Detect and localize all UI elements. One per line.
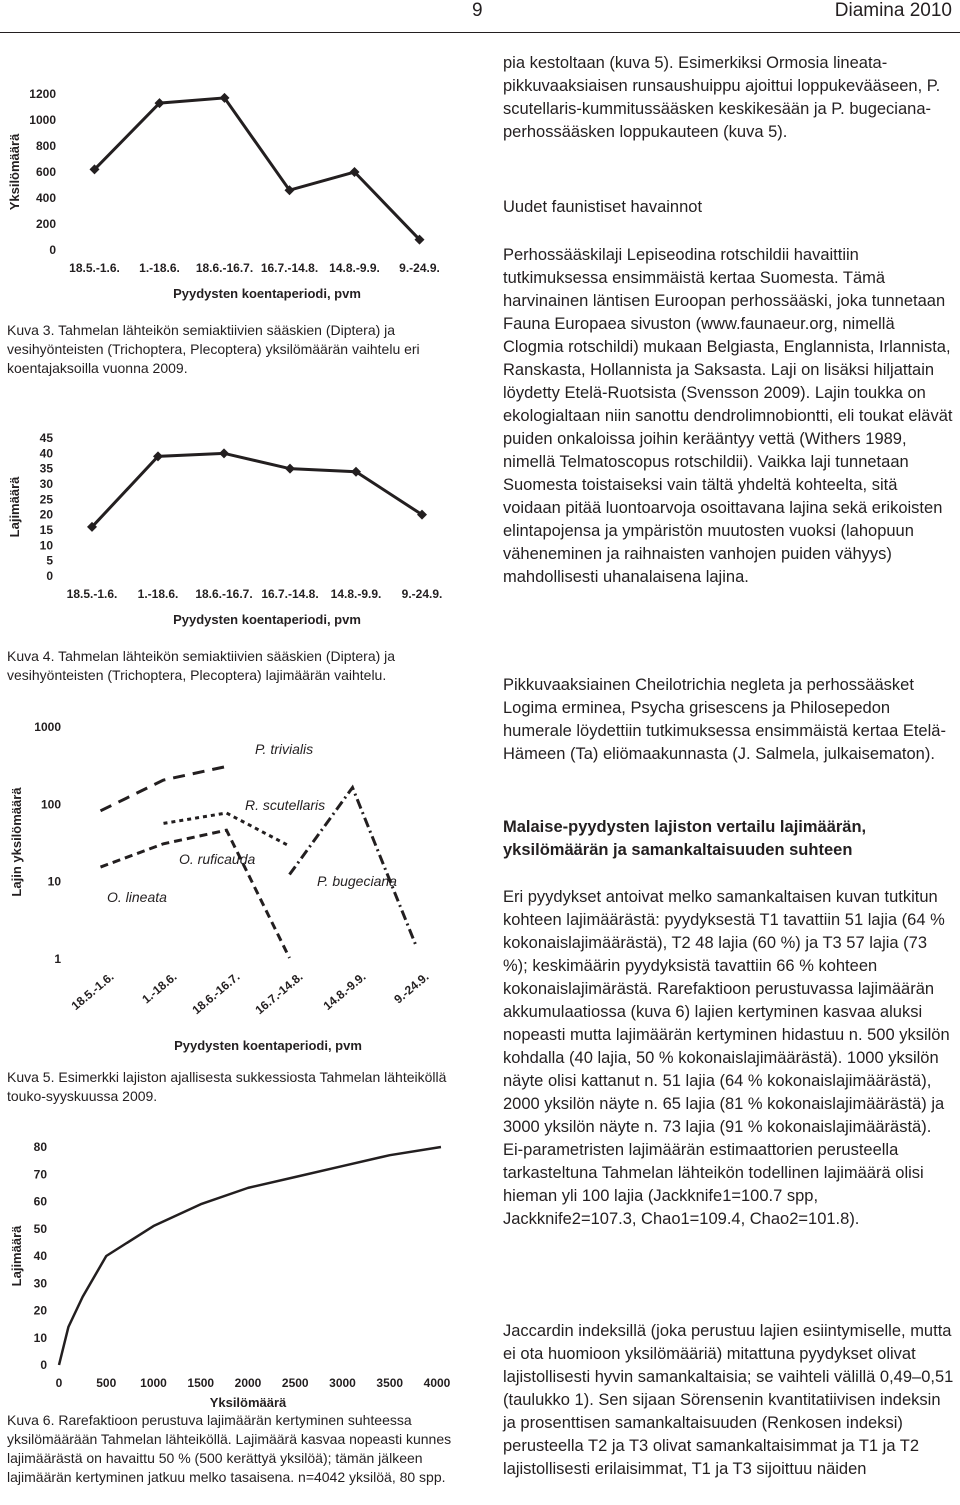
series-label: O. lineata bbox=[107, 889, 167, 905]
x-tick-label: 4000 bbox=[423, 1376, 451, 1390]
figure-3-chart bbox=[7, 80, 457, 312]
x-tick-label: 0 bbox=[55, 1376, 63, 1390]
x-tick-label: 9.-24.9. bbox=[401, 587, 443, 601]
x-tick-label: 2500 bbox=[281, 1376, 309, 1390]
y-tick-label: 0 bbox=[49, 243, 56, 257]
caption-label: Kuva 4. bbox=[7, 648, 55, 664]
y-tick-label: 20 bbox=[39, 507, 53, 522]
paragraph-species-richness: Eri pyydykset antoivat melko samankaltaisen kuvan tutkitun kohteen lajimäärästä: pyydyksestä T1 tavattiin 51 lajia (64 % kokonaislajimäärästä), T2 48 lajia (60 %) ja T3 57 lajia (73 %); keskimäärin pyydyksistä tavattiin 66 % kohteen kokonaislajimärästä. Rarefaktioon perustuvassa lajimäärän akkumulaatiossa (kuva 6) lajien kertyminen kasvaa aluksi nopeasti mutta lajimäärän kertyminen hidastuu n. 500 yksilön kohdalla (40 lajia, 50 % kokonaislajimäärästä). 1000 yksilön näyte olisi kattanut n. 51 lajia (64 % kokonaislajimäärästä), 2000 yksilön näyte n. 65 lajia (81 % kokonaislajimäärästä) ja 3000 yksilön näyte n. 73 lajia (91 % kokonaislajimäärästä). Ei-parametristen lajimäärän estimaattorien perusteella tarkasteltuna Tahmelan lähteikön todellinen lajimäärä olisi hieman yli 100 lajia (Jackknife1=100.7 spp, Jackknife2=107.3, Chao1=109.4, Chao2=101.8). bbox=[503, 888, 950, 1228]
x-tick-label: 1000 bbox=[140, 1376, 167, 1390]
heading-new-records: Uudet faunistiset havainnot bbox=[503, 198, 703, 216]
y-tick-label: 1000 bbox=[34, 720, 61, 734]
series-line-0 bbox=[101, 766, 227, 810]
heading-trap-comparison: Malaise-pyydysten lajiston vertailu lajimäärän, yksilömäärän ja samankaltaisuuden suhteen bbox=[503, 818, 867, 859]
figure-4-caption bbox=[7, 647, 457, 685]
journal-title: Diamina 2010 bbox=[834, 0, 952, 21]
x-tick-label: 16.7.-14.8. bbox=[260, 261, 319, 275]
x-tick-label: 500 bbox=[96, 1376, 117, 1390]
x-tick-label: 14.8.-9.9. bbox=[329, 261, 380, 275]
page-number: 9 bbox=[472, 0, 483, 21]
figure-5-chart bbox=[7, 712, 457, 1060]
x-tick-label: 3000 bbox=[329, 1376, 356, 1390]
y-tick-label: 10 bbox=[39, 538, 53, 553]
y-tick-label: 5 bbox=[46, 553, 53, 568]
y-tick-label: 1 bbox=[54, 952, 61, 966]
figure-6-chart bbox=[7, 1135, 457, 1407]
caption-label: Kuva 5. bbox=[7, 1069, 55, 1085]
caption-label: Kuva 3. bbox=[7, 322, 55, 338]
x-tick-label: 2000 bbox=[234, 1376, 262, 1390]
series-label: O. ruficauda bbox=[179, 851, 256, 867]
series-label: P. bugeciana bbox=[317, 873, 397, 889]
figure-5-caption bbox=[7, 1068, 457, 1106]
x-tick-label: 18.6.-16.7. bbox=[189, 969, 243, 1018]
y-tick-label: 20 bbox=[33, 1303, 47, 1318]
y-tick-label: 25 bbox=[39, 492, 53, 507]
data-point-marker bbox=[219, 448, 229, 458]
paragraph-lepiseodina: Perhossääskilaji Lepiseodina rotschildii havaittiin tutkimuksessa ensimmäistä kertaa Suomesta. Tämä harvinainen läntisen Euroopan perhossääski, joka tunnetaan Fauna Europaea sivuston (www.faunaeur.org, nimellä Clogmia rotschildi) mukaan Belgiasta, Englannista, Irlannista, Ranskasta, Hollannista ja Saksasta. Laji on lisäksi hiljattain löydetty Etelä-Ruotsista (Svensson 2009). Lajin toukka on ekologialtaan niin sanottu dendrolimnobiontti, eli toukat elävät puiden onkaloissa joihin kerääntyy vettä (Withers 1989, nimellä Telmatoscopus rotschildii). Vaikka laji tunnetaan Suomesta toistaiseksi vain tältä yhdeltä kohteelta, sitä voidaan pitää luontoarvoja osoittavana lajina sekä erikoisten elintapojensa ja ympäristön muutosten vuoksi (lahopuun väheneminen ja raihnaisten vanhojen puiden vähyys) mahdollisesti uhanalaisena lajina. bbox=[503, 246, 953, 586]
y-tick-label: 10 bbox=[33, 1330, 47, 1345]
x-tick-label: 18.6.-16.7. bbox=[195, 261, 254, 275]
series-line bbox=[95, 98, 420, 240]
series-line bbox=[92, 453, 422, 527]
caption-text: Tahmelan lähteikön semiaktiivien sääskien (Diptera) ja vesihyönteisten (Trichoptera, Plecoptera) lajimäärän vaihtelu. bbox=[7, 648, 396, 683]
x-axis-label: Pyydysten koentaperiodi, pvm bbox=[174, 1038, 362, 1053]
y-tick-label: 600 bbox=[35, 165, 56, 179]
caption-text: Tahmelan lähteikön semiaktiivien sääskien (Diptera) ja vesihyönteisten (Trichoptera, Plecoptera) yksilömäärän vaihtelu eri koentajaksoilla vuonna 2009. bbox=[7, 322, 420, 376]
y-tick-label: 30 bbox=[33, 1276, 47, 1291]
y-tick-label: 1000 bbox=[29, 113, 56, 127]
x-tick-label: 1500 bbox=[187, 1376, 215, 1390]
data-point-marker bbox=[285, 464, 295, 474]
y-tick-label: 40 bbox=[39, 446, 53, 461]
x-tick-label: 18.6.-16.7. bbox=[195, 587, 253, 601]
x-tick-label: 18.5.-1.6. bbox=[69, 261, 120, 275]
x-tick-label: 16.7.-14.8. bbox=[252, 969, 306, 1018]
x-tick-label: 9.-24.9. bbox=[391, 969, 432, 1007]
x-tick-label: 14.8.-9.9. bbox=[320, 969, 369, 1013]
rarefaction-curve bbox=[59, 1147, 441, 1365]
x-tick-label: 1.-18.6. bbox=[139, 969, 180, 1007]
y-axis-label: Lajin yksilömäärä bbox=[9, 787, 24, 897]
caption-label: Kuva 6. bbox=[7, 1412, 55, 1428]
y-tick-label: 60 bbox=[33, 1194, 47, 1209]
y-tick-label: 80 bbox=[33, 1140, 47, 1154]
y-tick-label: 10 bbox=[47, 874, 61, 889]
x-axis-label: Pyydysten koentaperiodi, pvm bbox=[173, 612, 361, 627]
y-tick-label: 0 bbox=[46, 569, 53, 583]
y-axis-label: Lajimäärä bbox=[9, 1225, 24, 1287]
y-tick-label: 50 bbox=[33, 1221, 47, 1236]
y-axis-label: Lajimäärä bbox=[7, 476, 22, 538]
series-label: R. scutellaris bbox=[245, 797, 326, 813]
y-tick-label: 200 bbox=[35, 217, 56, 231]
figure-6-caption bbox=[7, 1411, 457, 1487]
caption-text: Rarefaktioon perustuva lajimäärän kertyminen suhteessa yksilömäärään Tahmelan lähteiköllä. Lajimäärä kasvaa nopeasti kunnes lajimäärästä on havaittu 50 % (500 kerättyä yksilöä); tämän jälkeen lajimäärän kertyminen jatkuu melko tasaisena. n=4042 yksilöä, 80 spp. bbox=[7, 1412, 452, 1485]
x-tick-label: 1.-18.6. bbox=[139, 261, 180, 275]
figure-3-caption bbox=[7, 321, 457, 378]
x-axis-label: Pyydysten koentaperiodi, pvm bbox=[173, 286, 361, 301]
y-tick-label: 40 bbox=[33, 1249, 47, 1263]
x-tick-label: 18.5.-1.6. bbox=[66, 587, 118, 601]
x-tick-label: 16.7.-14.8. bbox=[261, 587, 319, 601]
y-tick-label: 15 bbox=[39, 523, 53, 537]
y-tick-label: 35 bbox=[39, 461, 53, 476]
x-tick-label: 1.-18.6. bbox=[137, 587, 179, 601]
paragraph-jaccard: Jaccardin indeksillä (joka perustuu lajien esiintymiselle, mutta ei ota huomioon yksilömääriä) mitattuna pyydykset olivat lajistollisesti hyvin samankaltaisia; se vaihteli välillä 0,49–0,51 (taulukko 1). Sen sijaan Sörensenin kvantitatiivisen indeksin ja prosenttisen samankaltaisuuden (Renkosen indeksi) perusteella T2 ja T3 olivat samankaltaisimmat ja T1 ja T2 lajistollisesti erilaisimmat, T1 ja T3 sijoittuu näiden bbox=[503, 1322, 954, 1478]
y-tick-label: 0 bbox=[40, 1358, 47, 1372]
x-tick-label: 14.8.-9.9. bbox=[330, 587, 382, 601]
x-axis-label: Yksilömäärä bbox=[209, 1395, 287, 1407]
paragraph-succession: pia kestoltaan (kuva 5). Esimerkiksi Ormosia lineata-pikkuvaaksiaisen runsaushuippu ajoittui loppukevääseen, P. scutellaris-kummitussääsken keskikesään ja P. bugeciana-perhossääsken loppukauteen (kuva 5). bbox=[503, 54, 941, 141]
y-tick-label: 400 bbox=[35, 191, 56, 205]
y-tick-label: 100 bbox=[40, 797, 61, 812]
paragraph-new-province-records: Pikkuvaaksiainen Cheilotrichia negleta ja perhossääsket Logima erminea, Psycha grisescens ja Philosepedon humerale löydettiin tutkimuksessa ensimmäistä kertaa Etelä-Hämeen (Ta) eliömaakunnasta (J. Salmela, julkaisematon). bbox=[503, 676, 946, 763]
figure-4-chart bbox=[7, 410, 457, 642]
y-axis-label: Yksilömäärä bbox=[7, 133, 22, 211]
x-tick-label: 3500 bbox=[376, 1376, 404, 1390]
x-tick-label: 9.-24.9. bbox=[399, 261, 440, 275]
x-tick-label: 18.5.-1.6. bbox=[68, 969, 117, 1013]
y-tick-label: 45 bbox=[39, 431, 53, 445]
y-tick-label: 800 bbox=[35, 139, 56, 153]
header-rule bbox=[0, 32, 960, 33]
y-tick-label: 30 bbox=[39, 477, 53, 491]
y-tick-label: 1200 bbox=[29, 87, 56, 101]
caption-text: Esimerkki lajiston ajallisesta sukkessiosta Tahmelan lähteiköllä touko-syyskuussa 2009. bbox=[7, 1069, 447, 1104]
series-label: P. trivialis bbox=[255, 741, 314, 757]
y-tick-label: 70 bbox=[33, 1167, 47, 1182]
